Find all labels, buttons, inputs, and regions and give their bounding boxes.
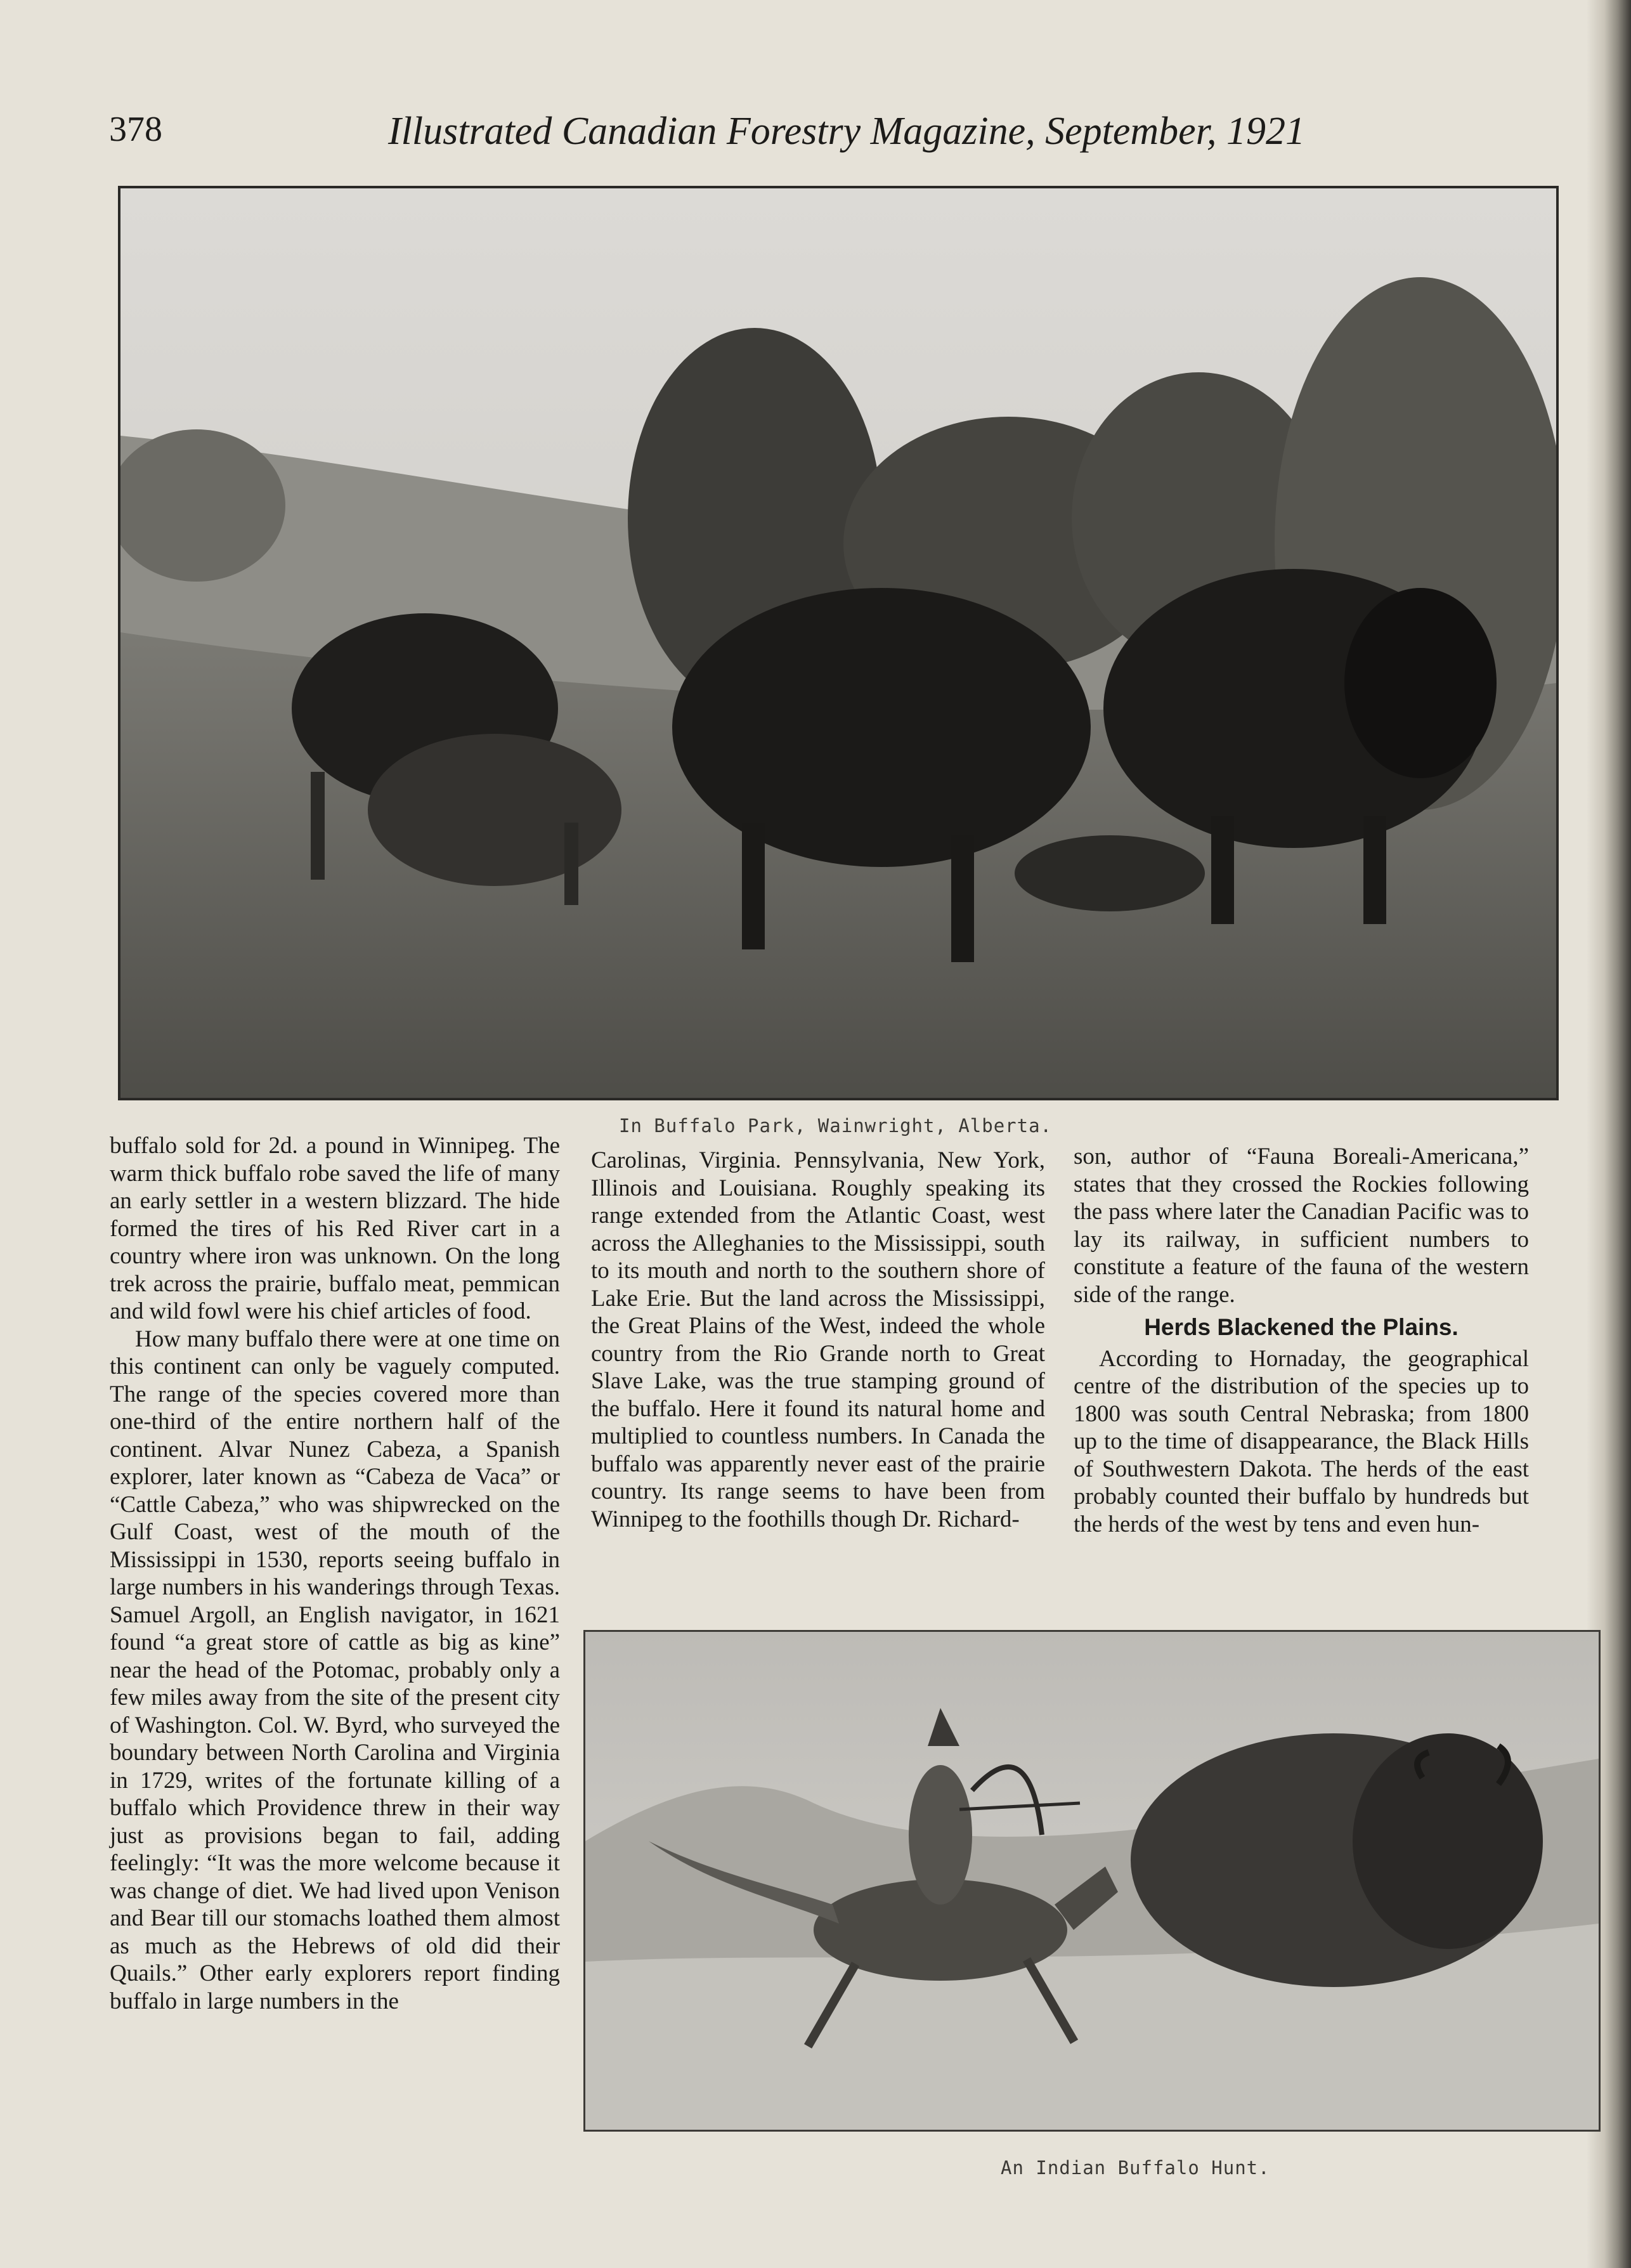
text-column-left (110, 1132, 560, 2015)
buffalo-hunt-image (585, 1632, 1599, 2130)
buffalo-herd-photo (118, 186, 1559, 1100)
buffalo-herd-image (120, 188, 1556, 1098)
text-column-right (1074, 1143, 1529, 1538)
running-head: Illustrated Canadian Forestry Magazine, September, 1921 (388, 110, 1305, 153)
buffalo-hunt-caption: An Indian Buffalo Hunt. (1001, 2157, 1270, 2179)
section-subheading: Herds Blackened the Plains. (1144, 1314, 1459, 1340)
paragraph: buffalo sold for 2d. a pound in Winnipeg. The warm thick buffalo robe saved the life of many an early settler in a western blizzard. The hide formed the tires of his Red River cart in a country where iron was unknown. On the long trek across the prairie, buffalo meat, pemmican and wild fowl were his chief articles of food. (110, 1133, 560, 1324)
text-column-middle (591, 1147, 1045, 1533)
paragraph: son, author of “Fauna Boreali-Americana,” states that they crossed the Rockies following the pass where later the Canadian Pacific was to lay its railway, in sufficient numbers to constitute a feature of the fauna of the western side of the range. (1074, 1144, 1529, 1308)
paragraph: How many buffalo there were at one time on this continent can only be vaguely computed. The range of the species covered more than one-third of the entire northern half of the continent. Alvar Nunez Cabeza, a Spanish explorer, later known as “Cabeza de Vaca” or “Cattle Cabeza,” who was shipwrecked on the Gulf Coast, west of the mouth of the Mississippi in 1530, reports seeing buffalo in large numbers in his wanderings through Texas. Samuel Argoll, an English navigator, in 1621 found “a great store of cattle as big as kine” near the head of the Potomac, probably only a few miles away from the site of the present city of Washington. Col. W. Byrd, who surveyed the boundary between North Carolina and Virginia in 1729, writes of the fortunate killing of a buffalo which Providence threw in their way just as provisions began to fail, adding feelingly: “It was the more welcome because it was change of diet. We had lived upon Venison and Bear till our stomachs loathed them almost as much as the Hebrews of old did their Quails.” Other early explorers report finding buffalo in large numbers in the (110, 1326, 560, 2014)
indian-buffalo-hunt-illustration (583, 1630, 1601, 2132)
page-number: 378 (109, 110, 162, 149)
buffalo-park-caption: In Buffalo Park, Wainwright, Alberta. (619, 1115, 1053, 1137)
page-header (109, 109, 1305, 160)
paragraph: Carolinas, Virginia. Pennsylvania, New York, Illinois and Louisiana. Roughly speaking its range extended from the Atlantic Coast, west across the Alleghanies to the Mississippi, south to its mouth and north to the southern shore of Lake Erie. But the land across the Mississippi, the Great Plains of the West, indeed the whole country from the Rio Grande north to Great Slave Lake, was the true stamping ground of the buffalo. Here it found its natural home and multiplied to countless numbers. In Canada the buffalo was apparently never east of the prairie country. Its range seems to have been from Winnipeg to the foothills though Dr. Richard- (591, 1147, 1045, 1532)
paragraph: According to Hornaday, the geographical centre of the distribution of the species up to 1800 was south Central Nebraska; from 1800 up to the time of disappearance, the Black Hills of Southwestern Dakota. The herds of the east probably counted their buffalo by hundreds but the herds of the west by tens and even hun- (1074, 1345, 1529, 1537)
